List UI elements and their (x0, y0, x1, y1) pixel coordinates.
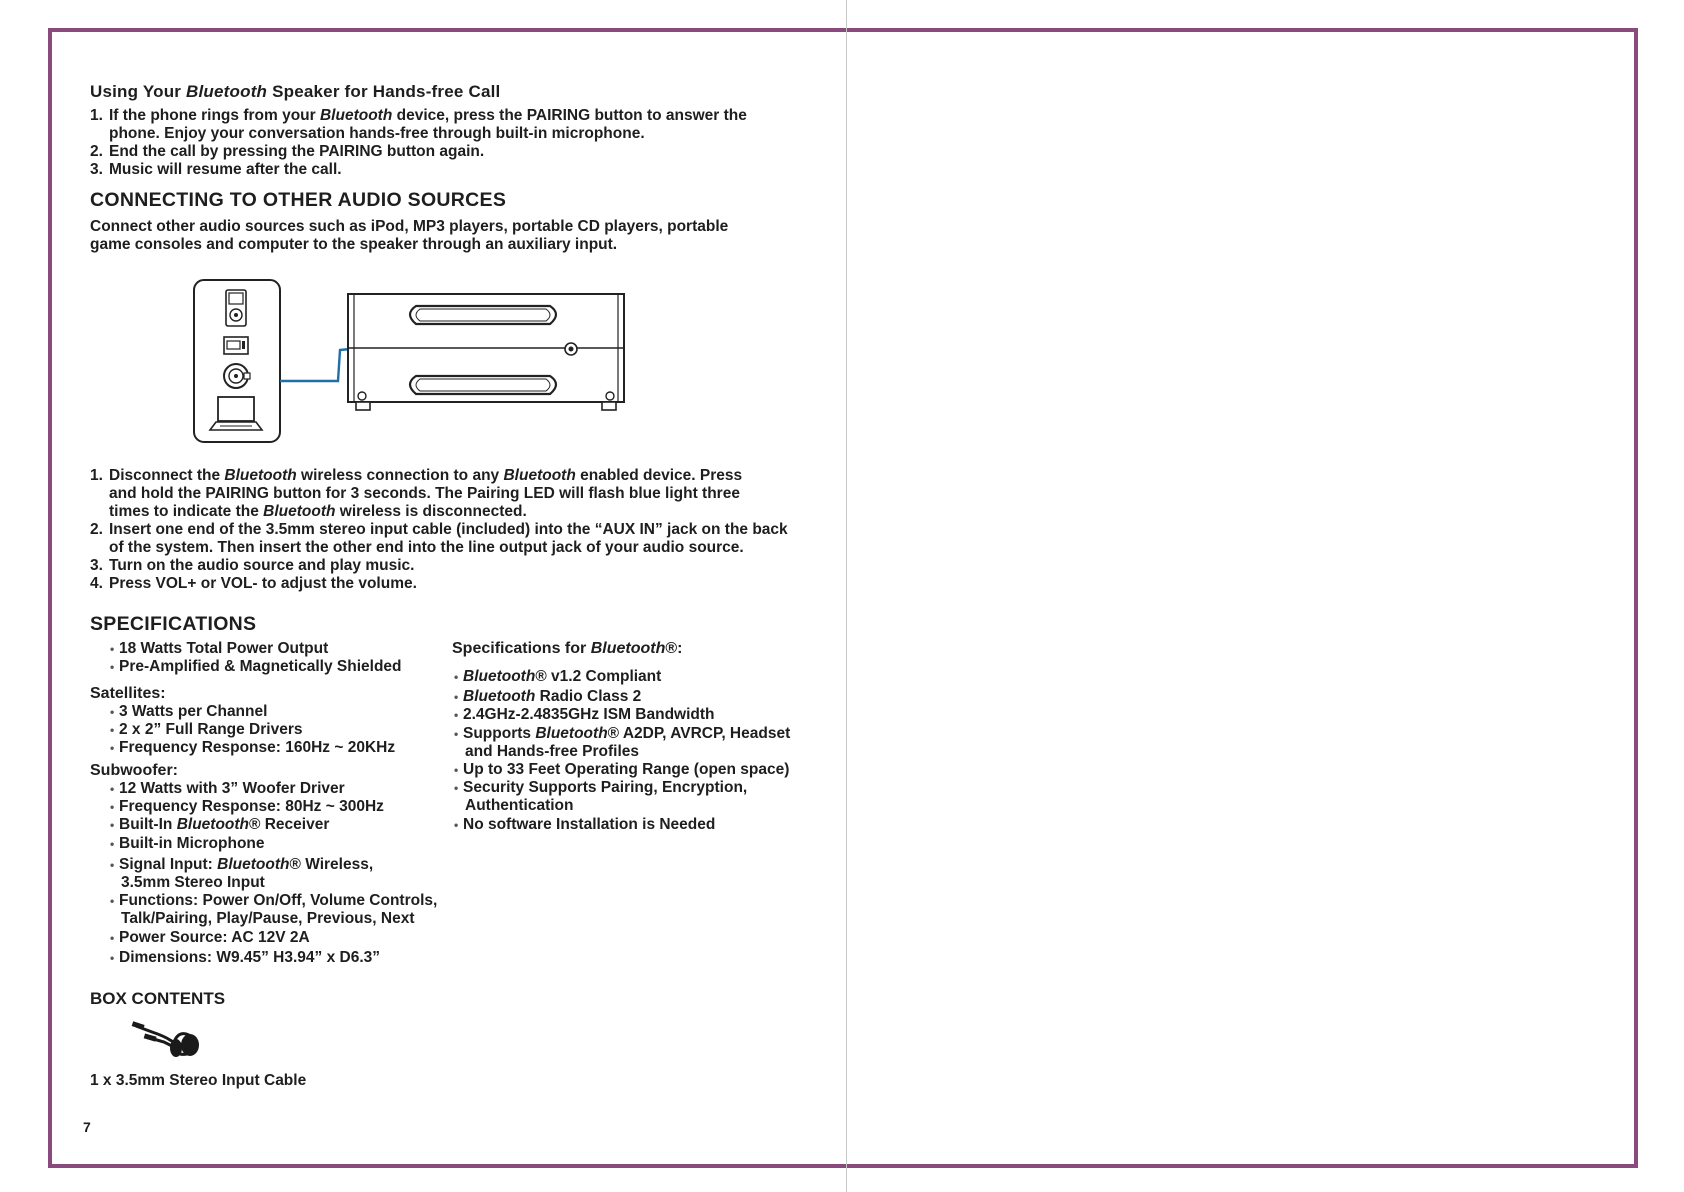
page-number: 7 (83, 1119, 91, 1135)
spec-item: • Pre-Amplified & Magnetically Shielded (110, 658, 450, 676)
handsfree-heading: Using Your Bluetooth Speaker for Hands-free Call (90, 82, 501, 101)
ipod-icon (226, 290, 246, 326)
connecting-step-2: 2. Insert one end of the 3.5mm stereo input cable (included) into the “AUX IN” jack on the back of the system. Then insert the other end into the line output jack of your audio source. (90, 521, 788, 556)
spec-item: • Built-in Microphone (110, 835, 470, 853)
stereo-cable-icon (130, 1018, 206, 1062)
specifications-heading: SPECIFICATIONS (90, 613, 257, 635)
handsfree-step-3: 3. Music will resume after the call. (90, 161, 342, 178)
handsfree-step-2: 2. End the call by pressing the PAIRING button again. (90, 143, 485, 160)
spec-item: • Supports Bluetooth® A2DP, AVRCP, Headset and Hands-free Profiles (454, 725, 824, 761)
speaker-system (348, 294, 624, 410)
connecting-step-1: 1. Disconnect the Bluetooth wireless connection to any Bluetooth enabled device. Press and hold the PAIRING button for 3 seconds. The Pairing LED will flash blue light three times to indicate the Bluetooth wireless is disconnected. (90, 467, 743, 520)
general-specs (110, 640, 450, 676)
page-fold-line (846, 0, 847, 1192)
spec-item: • 3 Watts per Channel (110, 703, 450, 721)
spec-item: • Frequency Response: 160Hz ~ 20KHz (110, 739, 450, 757)
spec-item: • Dimensions: W9.45” H3.94” x D6.3” (110, 949, 470, 967)
spec-item: • Power Source: AC 12V 2A (110, 929, 470, 947)
connecting-intro: Connect other audio sources such as iPod, MP3 players, portable CD players, portable game consoles and computer to the speaker through an auxiliary input. (90, 218, 729, 253)
box-contents-item: 1 x 3.5mm Stereo Input Cable (90, 1072, 307, 1089)
box-contents-heading: BOX CONTENTS (90, 989, 226, 1008)
satellites-label: Satellites: (90, 685, 166, 702)
bluetooth-specs-heading: Specifications for Bluetooth®: (452, 640, 683, 657)
laptop-icon (210, 397, 262, 430)
mp3-player-icon (224, 337, 248, 354)
spec-item: • Frequency Response: 80Hz ~ 300Hz (110, 798, 470, 816)
connecting-steps (90, 467, 820, 593)
spec-item: • 2.4GHz-2.4835GHz ISM Bandwidth (454, 706, 824, 724)
connection-diagram (190, 278, 630, 446)
subwoofer-label: Subwoofer: (90, 762, 178, 779)
handsfree-step-1: 1. If the phone rings from your Bluetooth device, press the PAIRING button to answer the phone. Enjoy your conversation hands-free through built-in microphone. (90, 107, 747, 142)
subwoofer-specs (110, 780, 470, 967)
spec-item: • Built-In Bluetooth® Receiver (110, 816, 470, 834)
spec-item: • Bluetooth Radio Class 2 (454, 688, 824, 706)
spec-item: • No software Installation is Needed (454, 816, 824, 834)
spec-item: • Functions: Power On/Off, Volume Controls, Talk/Pairing, Play/Pause, Previous, Next (110, 892, 470, 928)
spec-item: • 2 x 2” Full Range Drivers (110, 721, 450, 739)
spec-item: • Security Supports Pairing, Encryption, Authentication (454, 779, 824, 815)
spec-item: • 18 Watts Total Power Output (110, 640, 450, 658)
spec-item: • 12 Watts with 3” Woofer Driver (110, 780, 470, 798)
connecting-step-4: 4. Press VOL+ or VOL- to adjust the volume. (90, 575, 417, 592)
spec-item: • Up to 33 Feet Operating Range (open space) (454, 761, 824, 779)
handsfree-steps (90, 107, 810, 179)
spec-item: • Bluetooth® v1.2 Compliant (454, 668, 824, 686)
satellite-specs (110, 703, 450, 758)
spec-item: • Signal Input: Bluetooth® Wireless, 3.5mm Stereo Input (110, 856, 470, 892)
bluetooth-specs (454, 668, 824, 834)
connecting-heading: CONNECTING TO OTHER AUDIO SOURCES (90, 189, 507, 211)
connecting-step-3: 3. Turn on the audio source and play music. (90, 557, 415, 574)
